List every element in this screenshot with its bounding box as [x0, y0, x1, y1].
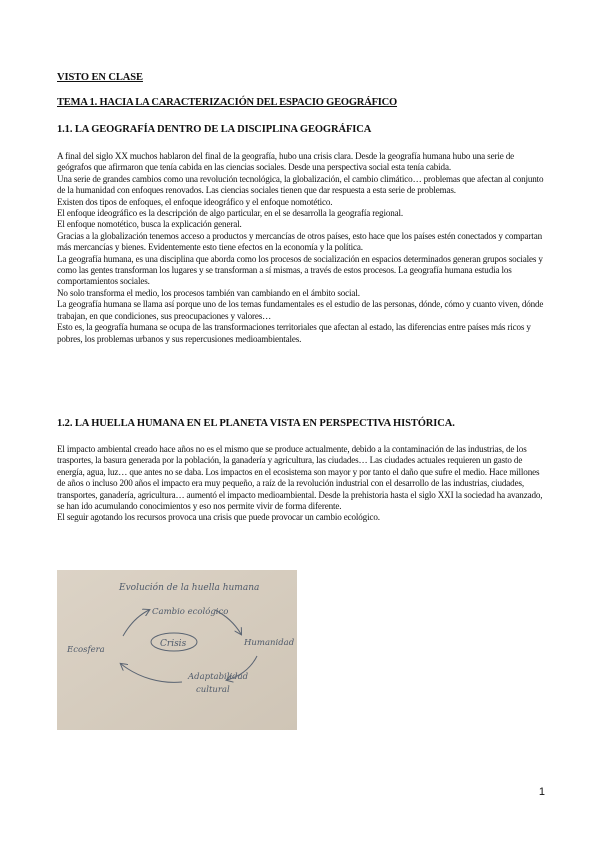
diagram-title: Evolución de la huella humana	[119, 583, 260, 593]
paragraph: El seguir agotando los recursos provoca una crisis que puede provocar un cambio ecológico.	[57, 512, 380, 523]
diagram-center-label: Crisis	[160, 639, 187, 649]
diagram-bottom-label-1: Adaptabilidad	[188, 672, 249, 682]
paragraph: Una serie de grandes cambios como una revolución tecnológica, la globalización, el cambio climático… problemas que afectan al conjunto de la humanidad con enfoques renovados. Las ciencias sociales tienen que dar respuesta a esta serie de problemas.	[57, 173, 544, 196]
paragraph: Existen dos tipos de enfoques, el enfoque ideográfico y el enfoque nomotético.	[57, 196, 333, 207]
section-2-body	[57, 444, 547, 524]
class-notes-heading: VISTO EN CLASE	[57, 72, 143, 83]
topic-title: TEMA 1. HACIA LA CARACTERIZACIÓN DEL ESPACIO GEOGRÁFICO	[57, 97, 398, 108]
section-1-body	[57, 151, 547, 345]
diagram-left-label: Ecosfera	[67, 645, 105, 655]
diagram-right-label: Humanidad	[244, 638, 295, 648]
page-number: 1	[538, 786, 545, 798]
paragraph: La geografía humana, es una disciplina que aborda como los procesos de socialización en espacios determinados generan grupos sociales y como las gentes transforman los lugares y se transforman a sí mismas, a través de estos procesos. La geografía humana estudia los comportamientos sociales.	[57, 253, 543, 287]
paragraph: Esto es, la geografía humana se ocupa de las transformaciones territoriales que afectan al estado, las diferencias entre países más ricos y pobres, los problemas urbanos y sus repercusiones medioambientales.	[57, 322, 531, 344]
diagram-svg	[57, 570, 297, 730]
paragraph: No solo transforma el medio, los procesos también van cambiando en el ámbito social.	[57, 287, 360, 298]
diagram-bottom-label-2: cultural	[196, 685, 230, 695]
paragraph: El enfoque nomotético, busca la explicación general.	[57, 219, 242, 230]
handwritten-diagram-photo	[57, 570, 297, 730]
diagram-top-label: Cambio ecológico	[152, 607, 229, 617]
paragraph: La geografía humana se llama así porque uno de los temas fundamentales es el estudio de las personas, dónde, cómo y cuanto viven, dónde trabajan, en que condiciones, sus preocupaciones y valores…	[57, 299, 544, 321]
paragraph: El enfoque ideográfico es la descripción de algo particular, en el se desarrolla la geografía regional.	[57, 208, 404, 219]
paragraph: El impacto ambiental creado hace años no es el mismo que se produce actualmente, debido a la contaminación de las industrias, de los trasportes, la basura generada por la población, la ganadería y agricultura, las ciudades… Las ciudades actuales requieren un gasto de energía, agua, luz… que antes no se daba. Los impactos en el ecosistema son mayor y por tanto el daño que sufre el medio. Hace millones de años o incluso 200 años el impacto era muy pequeño, a raíz de la revolución industrial con el desarrollo de las industrias, ciudades, transportes, ganadería, agricultura… aumentó el impacto medioambiental. Desde la prehistoria hasta el siglo XXI la sociedad ha avanzado, se han ido acumulando conocimientos y eso nos permite vivir de forma diferente.	[57, 444, 543, 512]
section-1-heading: 1.1. LA GEOGRAFÍA DENTRO DE LA DISCIPLINA GEOGRÁFICA	[57, 124, 372, 135]
paragraph: A final del siglo XX muchos hablaron del final de la geografía, hubo una crisis clara. Desde la geografía humana hubo una serie de geógrafos que afirmaron que tenía cabida en las ciencias sociales. Desde una perspectiva social esta tenía cabida.	[57, 151, 515, 173]
section-2-heading: 1.2. LA HUELLA HUMANA EN EL PLANETA VISTA EN PERSPECTIVA HISTÓRICA.	[57, 418, 455, 429]
paragraph: Gracias a la globalización tenemos acceso a productos y mercancías de otros países, esto hace que los países estén conectados y compartan más mercancías y bienes. Evidentemente esto tiene efectos en la economía y la política.	[57, 230, 542, 253]
